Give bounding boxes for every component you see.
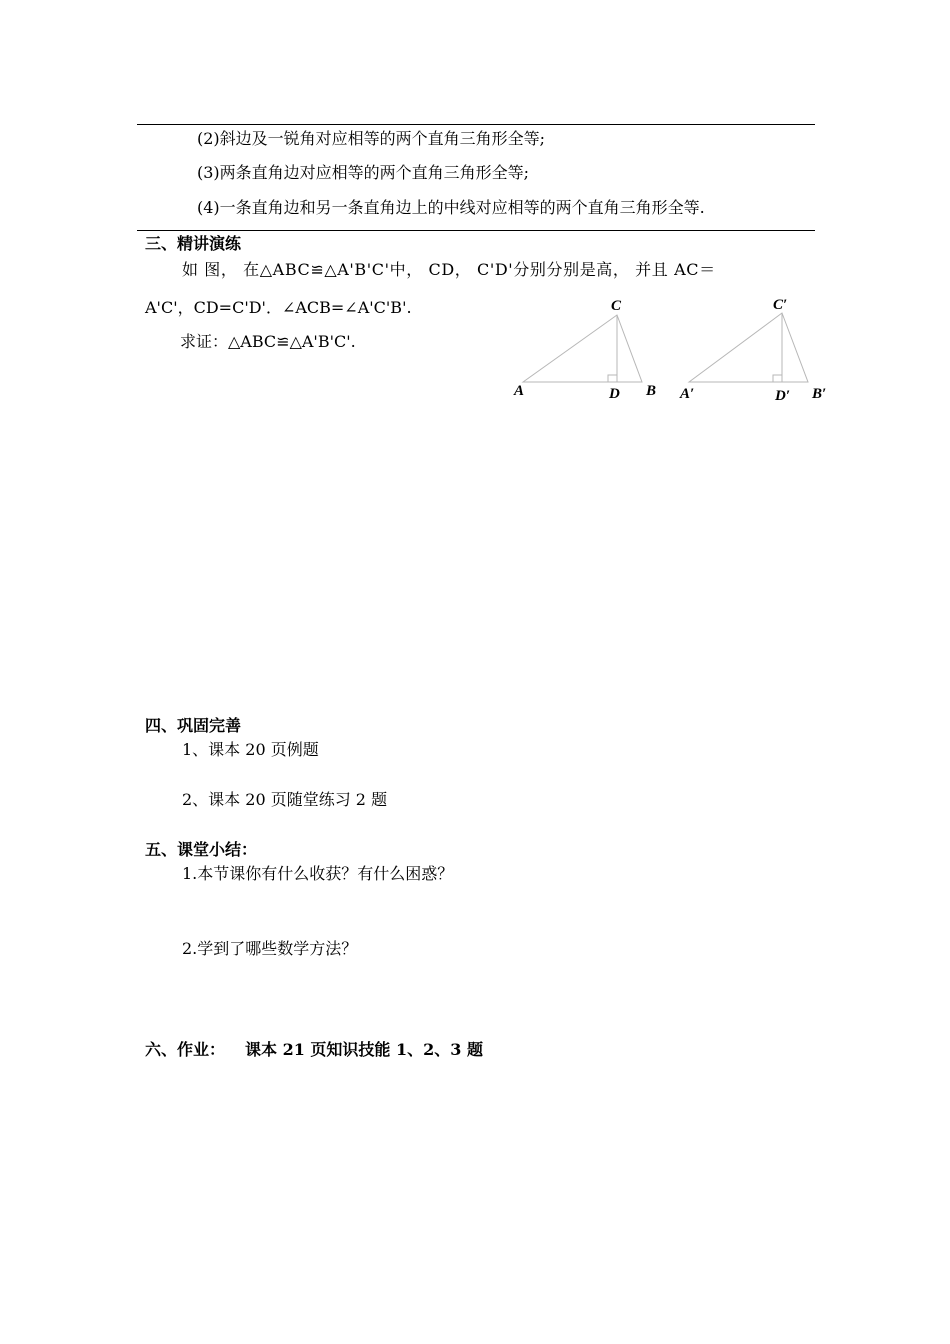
problem-line-1: 如 图， 在△ABC≌△A'B'C'中， CD， C'D'分别分别是高， 并且 AC＝ bbox=[182, 260, 716, 279]
label-b: B bbox=[646, 383, 657, 399]
homework-content: 课本 21 页知识技能 1、2、3 题 bbox=[245, 1040, 483, 1059]
label-d: D bbox=[609, 386, 620, 402]
theorem-item-4: (4)一条直角边和另一条直角边上的中线对应相等的两个直角三角形全等. bbox=[197, 198, 705, 217]
section-4-heading: 四、巩固完善 bbox=[145, 716, 242, 735]
triangle-abc bbox=[523, 315, 642, 382]
section-4-item-1: 1、课本 20 页例题 bbox=[182, 740, 319, 759]
triangle-abc-outline bbox=[523, 315, 642, 382]
section-5-heading: 五、课堂小结： bbox=[145, 840, 258, 859]
theorem-item-3: (3)两条直角边对应相等的两个直角三角形全等; bbox=[197, 163, 530, 182]
prove-statement: 求证：△ABC≌△A'B'C'. bbox=[180, 332, 356, 351]
theorem-item-2: (2)斜边及一锐角对应相等的两个直角三角形全等; bbox=[197, 129, 546, 148]
right-angle-mark-d bbox=[608, 375, 617, 382]
label-d-prime: D′ bbox=[775, 388, 791, 404]
label-b-prime: B′ bbox=[812, 386, 827, 402]
section-5-item-1: 1.本节课你有什么收获？有什么困惑？ bbox=[182, 864, 454, 883]
problem-line-2: A'C'，CD=C'D'．∠ACB=∠A'C'B'. bbox=[145, 298, 412, 317]
section-4-item-2: 2、课本 20 页随堂练习 2 题 bbox=[182, 790, 388, 809]
section-6-heading: 六、作业： bbox=[145, 1040, 226, 1059]
label-c: C bbox=[611, 298, 622, 314]
section-3-heading: 三、精讲演练 bbox=[145, 234, 242, 253]
label-a-prime: A′ bbox=[680, 386, 695, 402]
label-a: A bbox=[514, 383, 525, 399]
label-c-prime: C′ bbox=[773, 297, 788, 313]
right-angle-mark-d-prime bbox=[773, 375, 782, 382]
section-5-item-2: 2.学到了哪些数学方法？ bbox=[182, 939, 358, 958]
triangle-a-prime-b-prime-c-prime bbox=[689, 313, 808, 382]
triangle-prime-outline bbox=[689, 313, 808, 382]
